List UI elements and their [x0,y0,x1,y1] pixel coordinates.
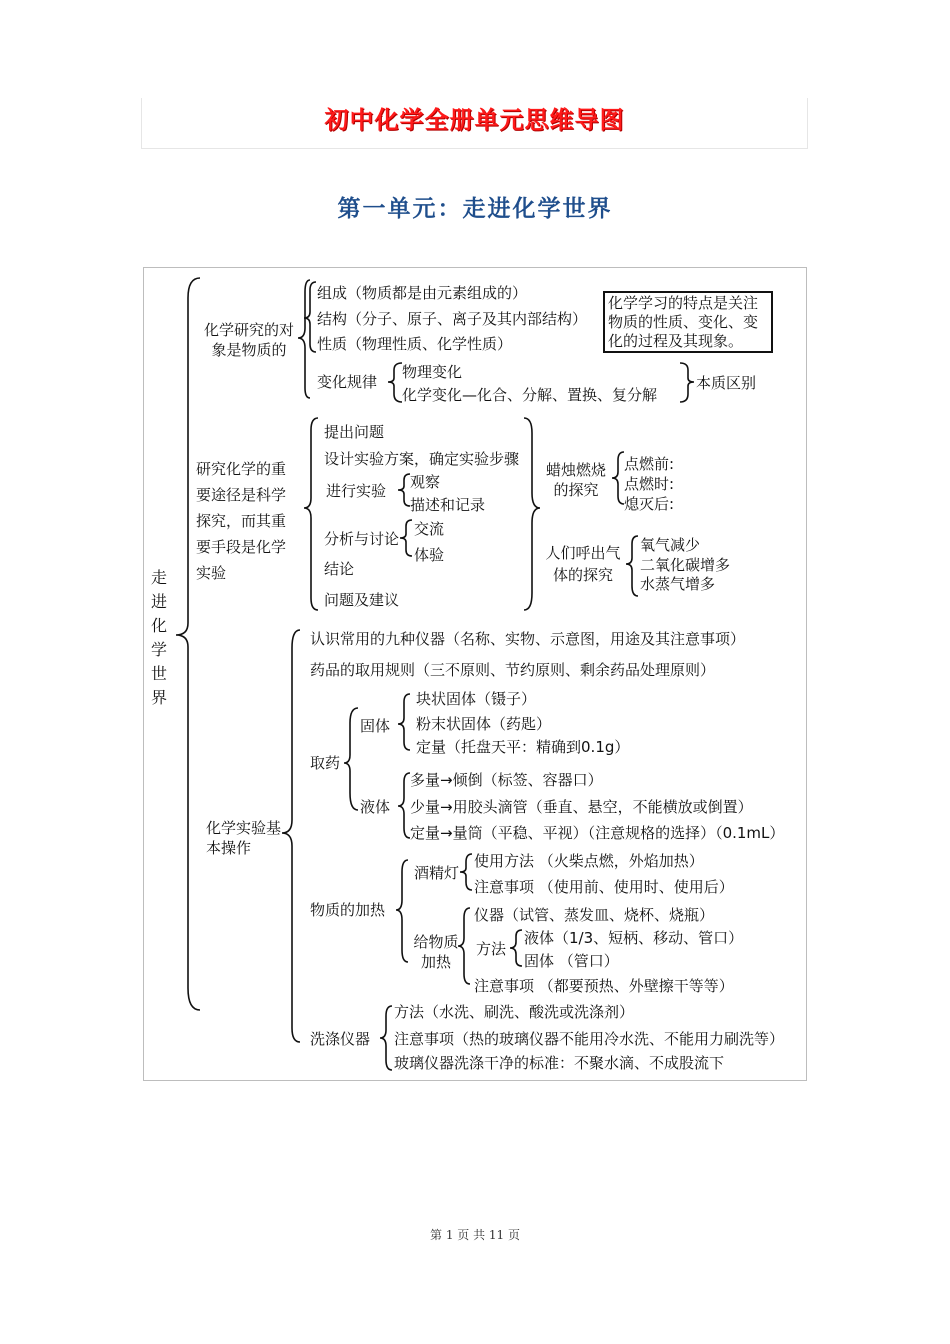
bracket-heat [396,860,408,962]
b2-record: 描述和记录 [410,496,486,514]
candle-during: 点燃时: [624,475,675,493]
document-title: 初中化学全册单元思维导图 [324,106,625,134]
breath-water: 水蒸气增多 [640,575,716,593]
b2-step-question: 提出问题 [324,423,385,441]
b2-step-experiment: 进行实验 [326,482,387,500]
bracket-wash [380,1006,392,1070]
bracket-candle [612,452,624,504]
breath-co2: 二氧化碳增多 [640,556,731,574]
lamp-usage: 使用方法 （火柴点燃，外焰加热） [474,852,704,870]
bracket-branch2 [304,418,318,610]
bracket-change-right [680,363,694,402]
bracket-breath [626,536,638,596]
solid-quantitative: 定量（托盘天平：精确到0.1g） [416,738,630,756]
give-instruments: 仪器（试管、蒸发皿、烧杯、烧瓶） [474,906,715,924]
bracket-steps-right [524,418,540,610]
b3-solid-label: 固体 [360,717,391,735]
bracket-lamp [460,854,472,890]
method-solid: 固体 （管口） [524,952,619,970]
b1-property: 性质（物理性质、化学性质） [317,335,513,353]
bracket-observe [398,474,410,506]
solid-powder: 粉末状固体（药匙） [416,715,552,733]
b1-physical-change: 物理变化 [402,363,463,381]
candle-after: 熄灭后: [624,495,675,513]
b3-rules: 药品的取用规则（三不原则、节约原则、剩余药品处理原则） [310,661,716,679]
b1-change-label: 变化规律 [317,373,378,391]
b1-composition: 组成（物质都是由元素组成的） [317,284,528,302]
give-method-label: 方法 [476,940,507,958]
b1-chemical-change: 化学变化—化合、分解、置换、复分解 [402,386,658,404]
wash-method: 方法（水洗、刷洗、酸洗或洗涤剂） [394,1003,635,1021]
b2-breath-label: 人们呼出气体的探究 [545,544,621,584]
branch3-label: 化学实验基本操作 [206,819,282,857]
bracket-discuss [400,520,412,556]
bracket-method [510,930,522,966]
b2-observe: 观察 [410,473,441,491]
study-note-box: 化学学习的特点是关注物质的性质、变化、变化的过程及其现象。 [603,291,773,353]
bracket-take [344,708,358,810]
unit-title: 第一单元：走进化学世界 [337,195,613,222]
give-caution: 注意事项 （都要预热、外壁擦干等等） [474,977,734,995]
b2-candle-label: 蜡烛燃烧的探究 [545,461,606,499]
b2-step-discuss: 分析与讨论 [324,530,400,548]
b3-give-heat-label: 给物质加热 [413,933,459,971]
bracket-root [176,278,200,1010]
mind-map [143,267,807,1081]
wash-standard: 玻璃仪器洗涤干净的标准：不聚水滴、不成股流下 [394,1054,725,1072]
b1-structure: 结构（分子、原子、离子及其内部结构） [317,310,588,328]
b3-wash-label: 洗涤仪器 [310,1030,371,1048]
liquid-quantitative: 定量→量筒（平稳、平视）（注意规格的选择）（0.1mL） [410,824,785,842]
b2-step-conclusion: 结论 [324,560,355,578]
lamp-caution: 注意事项 （使用前、使用时、使用后） [474,878,734,896]
liquid-small: 少量→用胶头滴管（垂直、悬空，不能横放或倒置） [410,798,753,816]
branch2-label: 研究化学的重要途径是科学探究，而其重要手段是化学实验 [196,460,287,582]
b2-exchange: 交流 [414,520,445,538]
solid-block: 块状固体（镊子） [416,690,537,708]
method-liquid: 液体（1/3、短柄、移动、管口） [524,929,744,947]
wash-caution: 注意事项（热的玻璃仪器不能用冷水洗、不能用力刷洗等） [394,1030,785,1048]
page-footer: 第 1 页 共 11 页 [430,1228,520,1242]
root-node: 走进化学世界 [150,568,167,707]
bracket-change-left [388,363,402,402]
bracket-liquid [398,773,410,838]
b2-step-design: 设计实验方案，确定实验步骤 [324,450,520,468]
bracket-solid [398,694,410,750]
b2-experience: 体验 [414,546,445,564]
b1-change-result: 本质区别 [696,374,757,392]
b3-liquid-label: 液体 [360,798,391,816]
b3-instruments: 认识常用的九种仪器（名称、实物、示意图，用途及其注意事项） [310,630,746,648]
breath-oxygen: 氧气减少 [640,536,701,554]
branch1-label: 化学研究的对象是物质的 [203,321,294,359]
bracket-branch1 [298,280,310,398]
b2-step-suggestion: 问题及建议 [324,591,400,609]
b3-heat-label: 物质的加热 [310,901,386,919]
b3-take-label: 取药 [310,754,341,772]
candle-before: 点燃前: [624,455,675,473]
b3-lamp-label: 酒精灯 [414,864,460,882]
liquid-large: 多量→倾倒（标签、容器口） [410,771,603,789]
